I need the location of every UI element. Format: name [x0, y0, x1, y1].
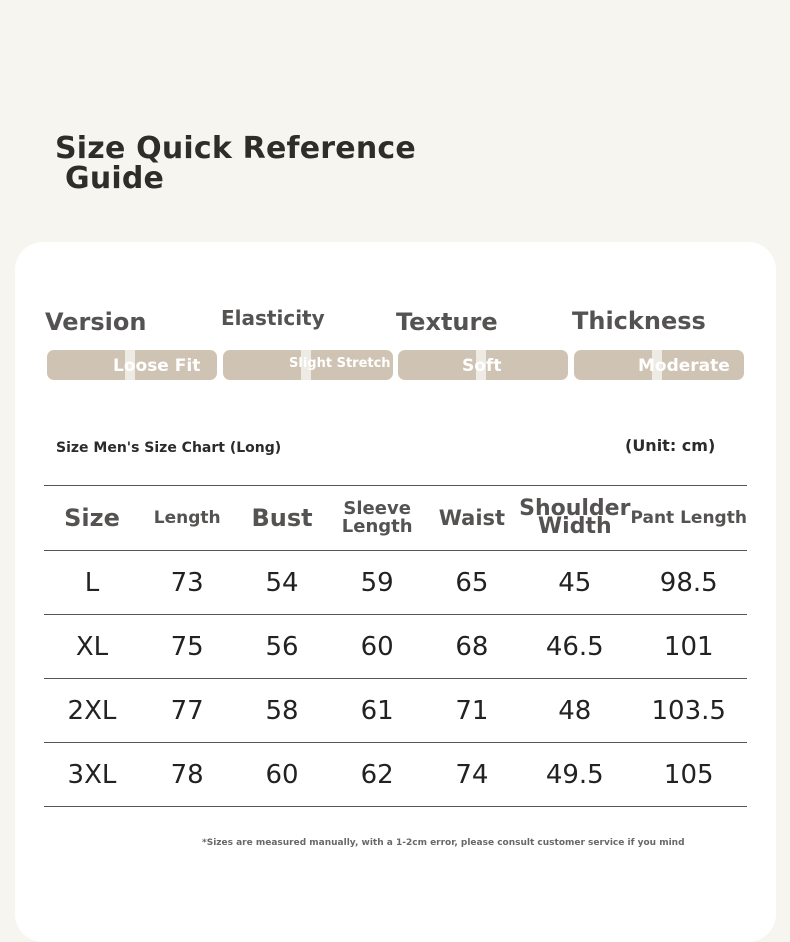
attribute-label: Version: [45, 308, 147, 336]
table-cell: 49.5: [519, 743, 630, 807]
table-cell: 58: [234, 679, 329, 743]
attribute-value: Slight Stretch: [289, 356, 391, 371]
unit-label: (Unit: cm): [625, 436, 716, 455]
table-cell: 46.5: [519, 615, 630, 679]
table-cell: XL: [44, 615, 140, 679]
table-cell: 103.5: [630, 679, 747, 743]
table-cell: 2XL: [44, 679, 140, 743]
table-cell: 61: [330, 679, 425, 743]
table-row: [44, 615, 747, 679]
table-header-row: [44, 486, 747, 551]
page-title: [55, 131, 435, 196]
size-chart-label: Size Men's Size Chart (Long): [56, 440, 282, 456]
table-cell: 62: [330, 743, 425, 807]
table-cell: 98.5: [630, 551, 747, 615]
table-cell: 74: [425, 743, 519, 807]
table-cell: 56: [234, 615, 329, 679]
table-cell: 54: [234, 551, 329, 615]
attribute-value: Moderate: [638, 356, 730, 376]
table-cell: 60: [330, 615, 425, 679]
footnote: *Sizes are measured manually, with a 1-2cm error, please consult customer service if you mind: [202, 838, 685, 848]
page-title-line1: Size Quick Reference: [55, 131, 416, 166]
table-cell: 71: [425, 679, 519, 743]
table-row: [44, 551, 747, 615]
column-header-size: Size: [44, 486, 140, 551]
table-cell: 78: [140, 743, 234, 807]
table-cell: 60: [234, 743, 329, 807]
table-cell: L: [44, 551, 140, 615]
column-header-pant-length: Pant Length: [630, 486, 747, 551]
table-cell: 65: [425, 551, 519, 615]
table-cell: 3XL: [44, 743, 140, 807]
column-header-shoulder-width: Shoulder Width: [519, 486, 630, 551]
table-cell: 68: [425, 615, 519, 679]
table-cell: 59: [330, 551, 425, 615]
table-cell: 75: [140, 615, 234, 679]
column-header-length: Length: [140, 486, 234, 551]
table-cell: 77: [140, 679, 234, 743]
column-header-waist: Waist: [425, 486, 519, 551]
attribute-label: Elasticity: [221, 306, 325, 330]
table-cell: 105: [630, 743, 747, 807]
attribute-value: Soft: [462, 356, 502, 376]
table-row: [44, 743, 747, 807]
column-header-bust: Bust: [234, 486, 329, 551]
table-cell: 45: [519, 551, 630, 615]
attribute-label: Texture: [396, 308, 498, 336]
attribute-value: Loose Fit: [113, 356, 201, 376]
column-header-sleeve-length: Sleeve Length: [330, 486, 425, 551]
table-cell: 73: [140, 551, 234, 615]
page-title-line2: Guide: [65, 161, 165, 196]
table-cell: 101: [630, 615, 747, 679]
size-table: [44, 485, 747, 807]
table-cell: 48: [519, 679, 630, 743]
table-row: [44, 679, 747, 743]
attribute-label: Thickness: [572, 307, 706, 335]
